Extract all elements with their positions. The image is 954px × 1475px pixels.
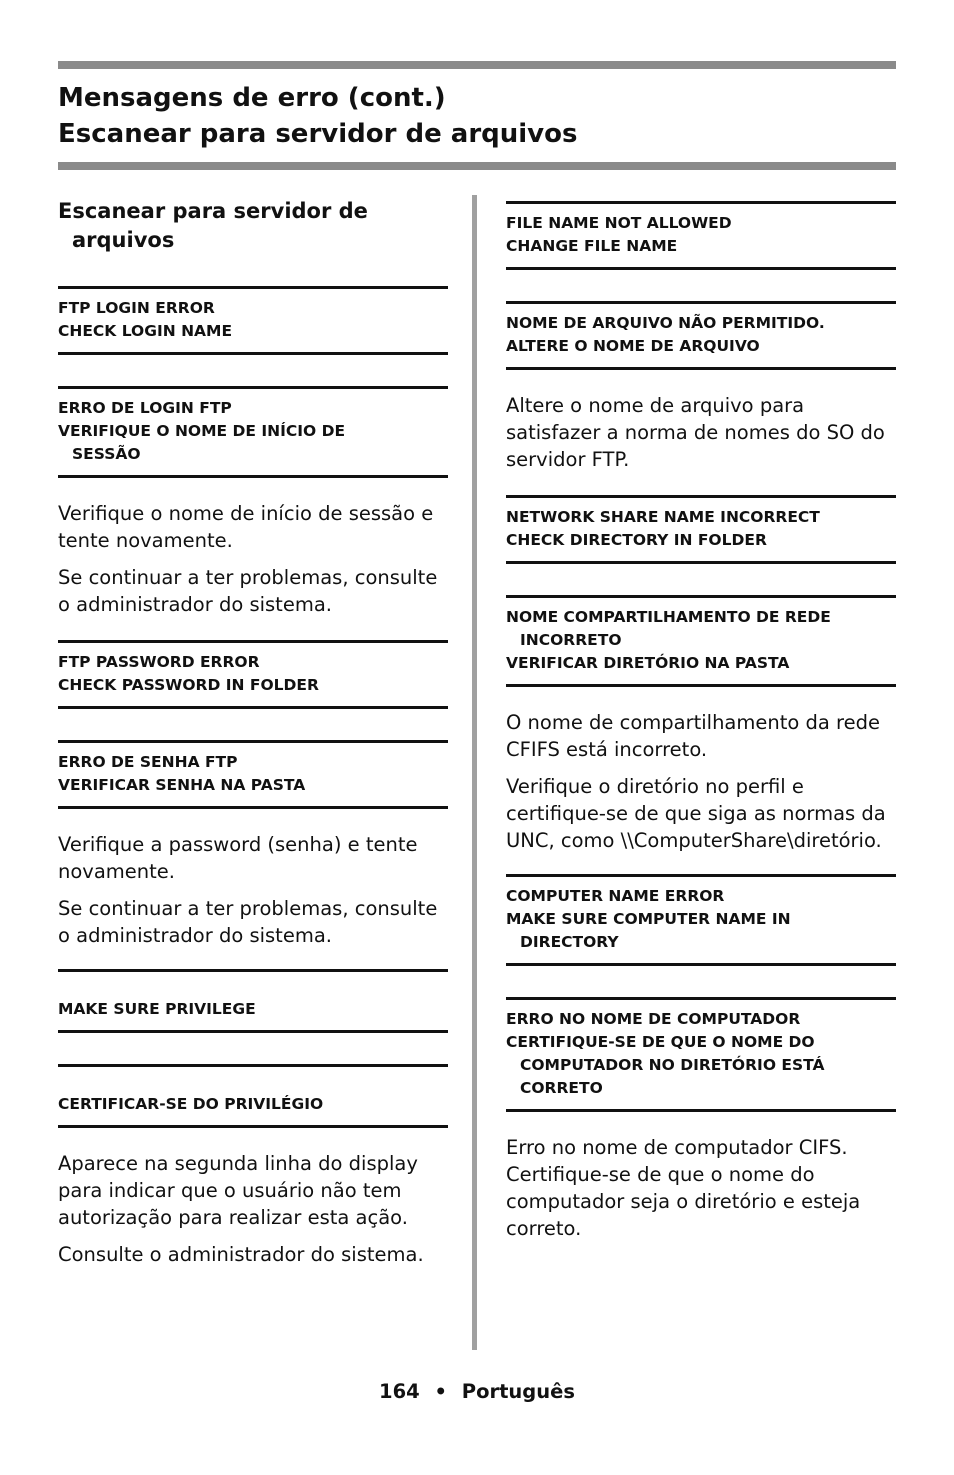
message-line: SESSÃO bbox=[72, 445, 141, 463]
message-box-file-name-not-allowed bbox=[506, 201, 896, 270]
description-paragraph: Se continuar a ter problemas, consulte o administrador do sistema. bbox=[58, 897, 438, 947]
page-footer bbox=[0, 1380, 954, 1403]
description-paragraph: O nome de compartilhamento da rede CFIFS está incorreto. bbox=[506, 711, 880, 761]
description-paragraph: Verifique a password (senha) e tente novamente. bbox=[58, 833, 418, 883]
message-line: COMPUTER NAME ERROR bbox=[506, 887, 725, 905]
page-title bbox=[58, 80, 896, 152]
message-line: FTP PASSWORD ERROR bbox=[58, 653, 260, 671]
message-box-nome-compartilhamento-incorreto bbox=[506, 595, 896, 687]
message-line: NETWORK SHARE NAME INCORRECT bbox=[506, 508, 820, 526]
message-line: ALTERE O NOME DE ARQUIVO bbox=[506, 337, 760, 355]
message-line: VERIFICAR SENHA NA PASTA bbox=[58, 776, 306, 794]
message-line: CHECK LOGIN NAME bbox=[58, 322, 233, 340]
message-line: ERRO NO NOME DE COMPUTADOR bbox=[506, 1010, 801, 1028]
message-box-network-share-name-incorrect bbox=[506, 495, 896, 564]
footer-bullet: • bbox=[434, 1380, 447, 1403]
footer-language: Português bbox=[461, 1380, 575, 1403]
message-box-certificar-privilegio bbox=[58, 1064, 448, 1128]
message-box-erro-senha-ftp bbox=[58, 740, 448, 809]
message-box-ftp-password-error bbox=[58, 640, 448, 709]
left-column bbox=[58, 192, 448, 1278]
page-title-line-1: Mensagens de erro (cont.) bbox=[58, 83, 446, 113]
description-paragraph: Aparece na segunda linha do display para indicar que o usuário não tem autorização para realizar esta ação. bbox=[58, 1152, 418, 1229]
header-top-rule bbox=[58, 61, 896, 69]
message-line: MAKE SURE COMPUTER NAME IN bbox=[506, 910, 791, 928]
header-bottom-rule bbox=[58, 162, 896, 170]
section-heading-line-2: arquivos bbox=[72, 228, 175, 252]
message-line: VERIFIQUE O NOME DE INÍCIO DE bbox=[58, 422, 346, 440]
message-line: FILE NAME NOT ALLOWED bbox=[506, 214, 732, 232]
description-paragraph: Se continuar a ter problemas, consulte o administrador do sistema. bbox=[58, 566, 438, 616]
message-line: ERRO DE SENHA FTP bbox=[58, 753, 238, 771]
message-line: NOME DE ARQUIVO NÃO PERMITIDO. bbox=[506, 314, 825, 332]
description-paragraph: Verifique o diretório no perfil e certifique-se de que siga as normas da UNC, como \\ComputerShare\diretório. bbox=[506, 775, 886, 852]
message-line: VERIFICAR DIRETÓRIO NA PASTA bbox=[506, 654, 790, 672]
message-line: INCORRETO bbox=[520, 631, 622, 649]
message-line: FTP LOGIN ERROR bbox=[58, 299, 215, 317]
message-line: CERTIFIQUE-SE DE QUE O NOME DO bbox=[506, 1033, 815, 1051]
description-paragraph: Altere o nome de arquivo para satisfazer a norma de nomes do SO do servidor FTP. bbox=[506, 394, 885, 471]
message-line: ERRO DE LOGIN FTP bbox=[58, 399, 232, 417]
right-column bbox=[506, 192, 896, 1252]
description-paragraph: Consulte o administrador do sistema. bbox=[58, 1243, 424, 1266]
section-heading-line-1: Escanear para servidor de bbox=[58, 199, 368, 223]
description bbox=[506, 1134, 896, 1242]
description bbox=[506, 392, 896, 473]
description bbox=[58, 1150, 448, 1268]
column-divider bbox=[472, 195, 477, 1350]
description bbox=[58, 831, 448, 949]
message-box-make-sure-privilege bbox=[58, 969, 448, 1033]
message-box-erro-login-ftp bbox=[58, 386, 448, 478]
page-title-line-2: Escanear para servidor de arquivos bbox=[58, 119, 578, 149]
message-box-computer-name-error bbox=[506, 874, 896, 966]
message-box-erro-nome-computador bbox=[506, 997, 896, 1112]
page-number: 164 bbox=[379, 1380, 420, 1403]
message-line: CERTIFICAR-SE DO PRIVILÉGIO bbox=[58, 1095, 324, 1113]
message-line: CHECK PASSWORD IN FOLDER bbox=[58, 676, 319, 694]
description bbox=[58, 500, 448, 618]
message-line: DIRECTORY bbox=[520, 933, 619, 951]
message-box-ftp-login-error bbox=[58, 286, 448, 355]
description-paragraph: Verifique o nome de início de sessão e tente novamente. bbox=[58, 502, 434, 552]
message-line: CHECK DIRECTORY IN FOLDER bbox=[506, 531, 767, 549]
message-line: COMPUTADOR NO DIRETÓRIO ESTÁ bbox=[520, 1056, 825, 1074]
description-paragraph: Erro no nome de computador CIFS. Certifique-se de que o nome do computador seja o diretório e esteja correto. bbox=[506, 1136, 861, 1240]
message-line: MAKE SURE PRIVILEGE bbox=[58, 1000, 256, 1018]
message-box-nome-arquivo-nao-permitido bbox=[506, 301, 896, 370]
section-heading bbox=[58, 197, 448, 255]
message-line: CHANGE FILE NAME bbox=[506, 237, 678, 255]
description bbox=[506, 709, 896, 854]
message-line: CORRETO bbox=[520, 1079, 603, 1097]
message-line: NOME COMPARTILHAMENTO DE REDE bbox=[506, 608, 831, 626]
